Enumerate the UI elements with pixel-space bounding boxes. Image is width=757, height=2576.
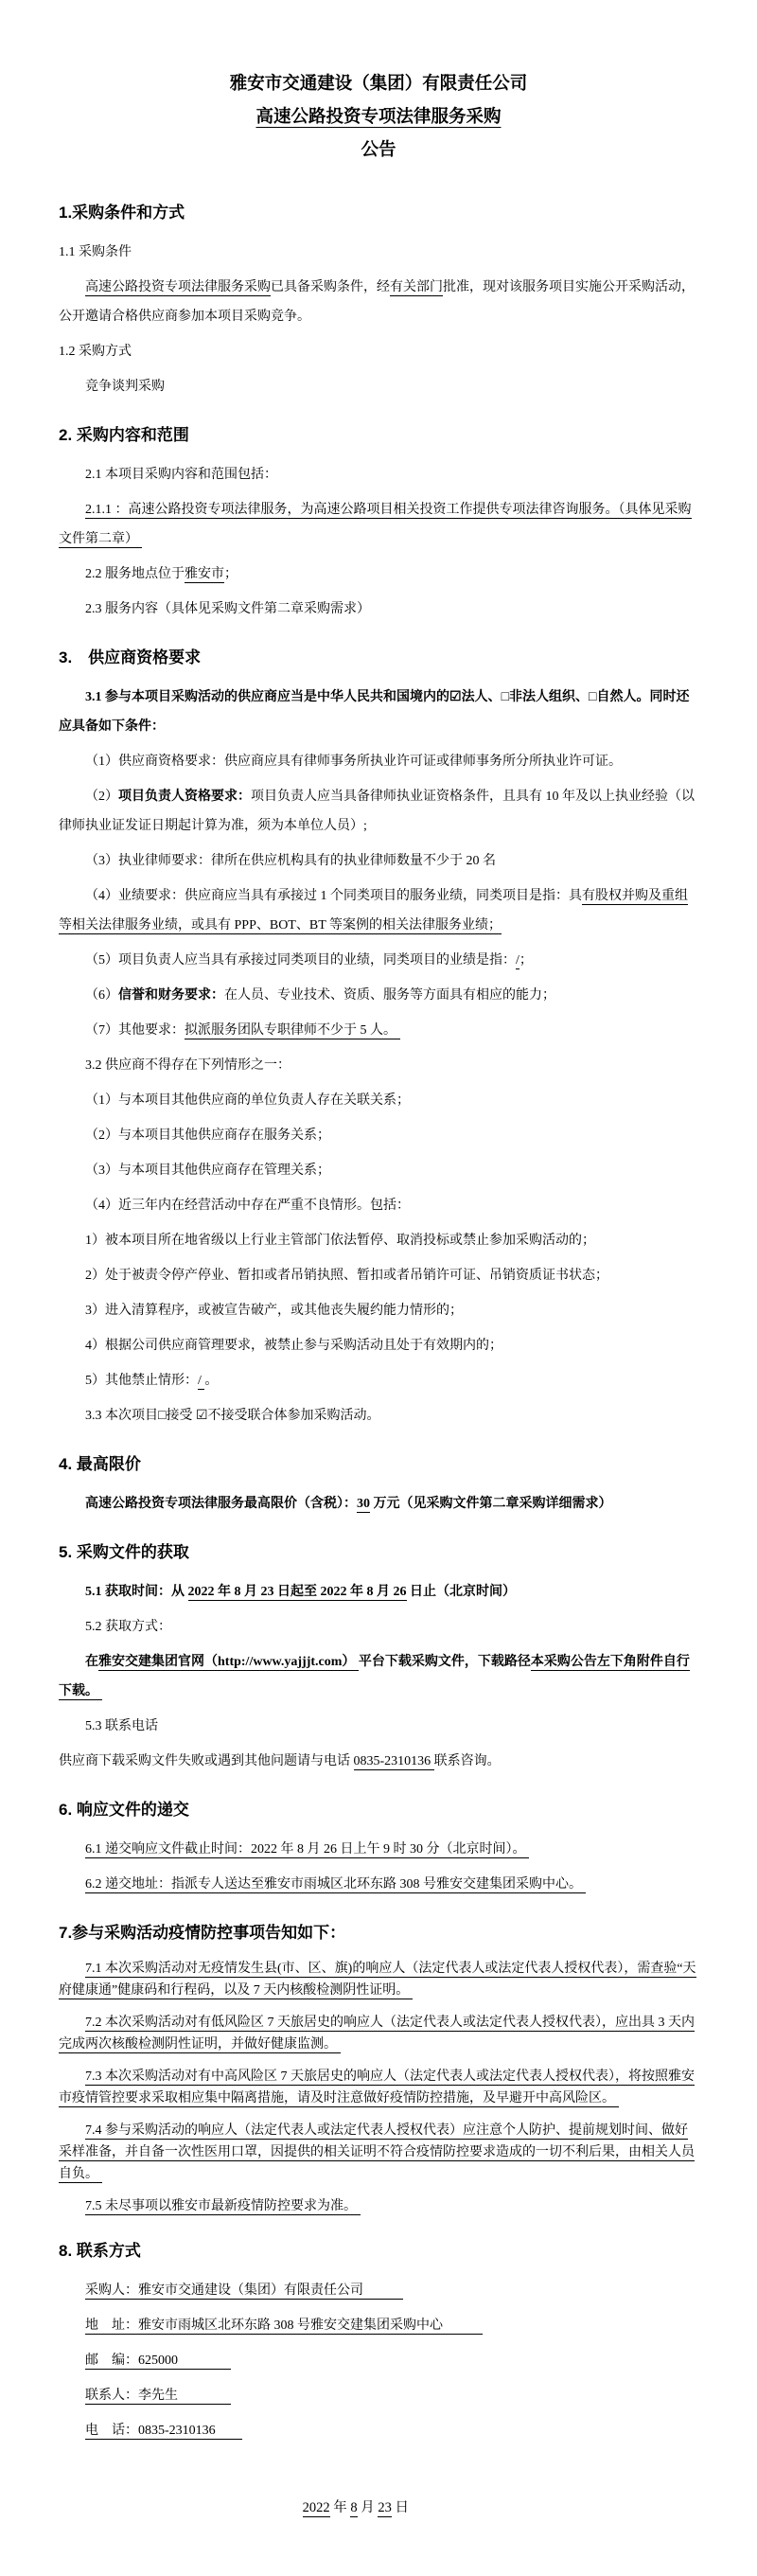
text-run: 2.2 服务地点位于 — [85, 567, 185, 581]
paragraph — [59, 1156, 698, 1185]
text-run: 高速公路投资专项法律服务最高限价（含税）： — [85, 1497, 357, 1511]
checkbox-unchecked-icon: □ — [158, 1409, 167, 1423]
text-run: 30 — [357, 1497, 370, 1511]
text-run: （6） — [85, 988, 118, 1003]
text-run: ； — [519, 953, 533, 968]
paragraph — [59, 946, 698, 975]
text-run: （2） — [85, 790, 118, 804]
document-title — [59, 66, 698, 166]
paragraph — [59, 846, 698, 876]
paragraph — [59, 560, 698, 589]
paragraph — [59, 1366, 698, 1395]
paragraph — [59, 273, 698, 331]
text-run: 2.3 服务内容（具体见采购文件第二章采购需求） — [85, 602, 370, 616]
paragraph — [59, 1121, 698, 1150]
paragraph — [59, 683, 698, 741]
text-run: 竞争谈判采购 — [85, 380, 165, 394]
text-run: 邮 编：625000 — [85, 2354, 231, 2368]
text-run: 7.3 本次采购活动对有中高风险区 7 天旅居史的响应人（法定代表人或法定代表人授权代表），将按照雅安市疫情管控要求采取相应集中隔离措施，请及时注意做好疫情防控措施，及早避开中高风险区。 — [59, 2070, 695, 2105]
paragraph — [59, 1489, 698, 1519]
paragraph — [59, 1226, 698, 1255]
text-run: 在 — [85, 1655, 98, 1669]
document-title-line-2: 高速公路投资专项法律服务采购 — [255, 106, 502, 126]
checkbox-checked-icon: ☑ — [195, 1409, 208, 1423]
text-run: 2.1 本项目采购内容和范围包括： — [85, 468, 277, 482]
text-run: 联系人：李先生 — [85, 2389, 231, 2403]
paragraph — [59, 1051, 698, 1080]
paragraph — [59, 981, 698, 1010]
text-run: 2022 年 8 月 23 日起至 2022 年 8 月 26 — [187, 1585, 407, 1599]
text-run: 项目负责人资格要求： — [118, 790, 251, 804]
text-run: 7.2 本次采购活动对有低风险区 7 天旅居史的响应人（法定代表人或法定代表人授权代表），应出具 3 天内完成两次核酸检测阴性证明，并做好健康监测。 — [59, 2016, 695, 2052]
text-run: 7.4 参与采购活动的响应人（法定代表人或法定代表人授权代表）应注意个人防护、提前规划时间、做好采样准备，并自备一次性医用口罩，因提供的相关证明不符合疫情防控要求造成的一切不利后果，由相关人员自负。 — [59, 2123, 695, 2181]
paragraph — [59, 460, 698, 489]
paragraph — [59, 1747, 698, 1776]
text-run: 2）处于被责令停产停业、暂扣或者吊销执照、暂扣或者吊销许可证、吊销资质证书状态； — [85, 1269, 608, 1283]
text-run: 日止（北京时间） — [406, 1585, 516, 1599]
text-run: 5）其他禁止情形： — [85, 1374, 198, 1388]
checkbox-checked-icon: ☑ — [449, 690, 462, 704]
text-run: 在人员、专业技术、资质、服务等方面具有相应的能力； — [224, 988, 555, 1003]
text-run: （5）项目负责人应当具有承接过同类项目的业绩，同类项目的业绩是指： — [85, 953, 516, 968]
paragraph — [59, 2066, 698, 2109]
text-run: / — [516, 953, 519, 968]
text-run: 日 — [391, 2500, 409, 2515]
text-run: 年 — [329, 2500, 351, 2515]
paragraph — [59, 2120, 698, 2185]
text-run: 3.1 参与本项目采购活动的供应商应当是中华人民共和国境内的 — [85, 690, 449, 704]
text-run: 0835-2310136 — [353, 1754, 434, 1768]
paragraph — [59, 1191, 698, 1220]
text-run: （3）执业律师要求：律所在供应机构具有的执业律师数量不少于 20 名 — [85, 854, 496, 868]
paragraph — [59, 782, 698, 841]
text-run: 本采购公告左下角附件自行下载。 — [59, 1655, 690, 1698]
checkbox-unchecked-icon: □ — [501, 690, 510, 704]
text-run: 法人、 — [461, 690, 502, 704]
text-run: （4）业绩要求：供应商应当具有承接过 1 个同类项目的服务业绩，同类项目是指：具 — [85, 889, 582, 903]
text-run: 6.1 递交响应文件截止时间：2022 年 8 月 26 日上午 9 时 30 分（北京时间）。 — [85, 1842, 529, 1856]
paragraph — [59, 1261, 698, 1290]
document-title-line-1: 雅安市交通建设（集团）有限责任公司 — [229, 73, 528, 93]
section-heading: 5. 采购文件的获取 — [59, 1543, 189, 1561]
text-run: / — [198, 1374, 205, 1388]
paragraph — [59, 337, 698, 366]
text-run: （7）其他要求： — [85, 1023, 185, 1038]
paragraph — [59, 495, 698, 554]
text-run: 6.2 递交地址：指派专人送达至雅安市雨城区北环东路 308 号雅安交建集团采购中心。 — [85, 1877, 586, 1892]
section-heading: 7.参与采购活动疫情防控事项告知如下： — [59, 1924, 346, 1942]
paragraph — [59, 1577, 698, 1607]
paragraph — [59, 238, 698, 267]
text-run: 3.2 供应商不得存在下列情形之一： — [85, 1058, 290, 1073]
text-run: 5.3 联系电话 — [85, 1719, 158, 1733]
paragraph — [59, 747, 698, 776]
text-run: 月 — [357, 2500, 378, 2515]
paragraph — [59, 2346, 698, 2375]
text-run: 地 址：雅安市雨城区北环东路 308 号雅安交建集团采购中心 — [85, 2318, 483, 2333]
issue-date — [59, 2496, 698, 2516]
text-run: 拟派服务团队专职律师不少于 5 人。 — [185, 1023, 400, 1038]
text-run: 雅安交建集团官网（http://www.yajjjt.com） — [98, 1655, 359, 1669]
text-run: 3.3 本次项目 — [85, 1409, 158, 1423]
text-run: 平台下载采购文件，下载路径 — [358, 1655, 531, 1669]
text-run: 7.1 本次采购活动对无疫情发生县(市、区、旗)的响应人（法定代表人或法定代表人授权代表），需查验“天府健康通”健康码和行程码，以及 7 天内核酸检测阴性证明。 — [59, 1962, 696, 1998]
paragraph — [59, 595, 698, 624]
text-run: 23 — [378, 2500, 392, 2515]
section-heading: 2. 采购内容和范围 — [59, 426, 189, 444]
document-body — [59, 202, 698, 2445]
paragraph — [59, 1401, 698, 1430]
text-run: 供应商下载采购文件失败或遇到其他问题请与电话 — [59, 1754, 354, 1768]
text-run: （1）供应商资格要求：供应商应具有律师事务所执业许可证或律师事务所分所执业许可证。 — [85, 755, 622, 769]
section-heading: 1.采购条件和方式 — [59, 204, 185, 222]
text-run: （1）与本项目其他供应商的单位负责人存在关联关系； — [85, 1093, 410, 1108]
paragraph — [59, 2012, 698, 2055]
section-heading: 6. 响应文件的递交 — [59, 1801, 189, 1819]
paragraph — [59, 1296, 698, 1325]
text-run: 5.1 获取时间：从 — [85, 1585, 188, 1599]
paragraph — [59, 1086, 698, 1115]
paragraph — [59, 1958, 698, 2001]
paragraph — [59, 1835, 698, 1864]
paragraph — [59, 1331, 698, 1360]
text-run: 自然人。同时还应具备如下条件： — [59, 690, 690, 734]
text-run: 采购人：雅安市交通建设（集团）有限责任公司 — [85, 2283, 403, 2298]
text-run: （4）近三年内在经营活动中存在严重不良情形。包括： — [85, 1199, 410, 1213]
paragraph — [59, 881, 698, 940]
text-run: 电 话：0835-2310136 — [85, 2424, 242, 2438]
checkbox-unchecked-icon: □ — [589, 690, 597, 704]
text-run: ； — [224, 567, 238, 581]
text-run: 联系咨询。 — [433, 1754, 501, 1768]
section-heading: 8. 联系方式 — [59, 2242, 141, 2260]
text-run: 1）被本项目所在地省级以上行业主管部门依法暂停、取消投标或禁止参加采购活动的； — [85, 1234, 595, 1248]
text-run: 1.1 采购条件 — [59, 245, 132, 259]
paragraph — [59, 2311, 698, 2340]
text-run: 已具备采购条件，经 — [271, 280, 390, 294]
text-run: 8 — [350, 2500, 358, 2515]
text-run: 7.5 未尽事项以雅安市最新疫情防控要求为准。 — [85, 2199, 361, 2213]
text-run: 4）根据公司供应商管理要求，被禁止参与采购活动且处于有效期内的； — [85, 1339, 502, 1353]
text-run: 有关部门 — [390, 280, 443, 294]
paragraph — [59, 1647, 698, 1706]
text-run: 。 — [204, 1374, 219, 1388]
text-run: 信誉和财务要求： — [118, 988, 224, 1003]
document-title-line-3: 公告 — [361, 139, 396, 159]
paragraph — [59, 1016, 698, 1045]
text-run: 高速公路投资专项法律服务采购 — [85, 280, 271, 294]
text-run: 项目负责人应当具备律师执业证资格条件，且具有 10 年及以上执业经验（以律师执业证发证日期起计算为准，须为本单位人员）; — [59, 790, 695, 833]
text-run: 有股权并购及重组等相关法律服务业绩，或具有 PPP、BOT、BT 等案例的相关法律服务业绩； — [59, 889, 688, 933]
paragraph — [59, 2195, 698, 2217]
text-run: 万元（见采购文件第二章采购详细需求） — [370, 1497, 612, 1511]
text-run: 3）进入清算程序，或被宣告破产，或其他丧失履约能力情形的； — [85, 1304, 463, 1318]
text-run: （3）与本项目其他供应商存在管理关系； — [85, 1164, 330, 1178]
text-run: 2.1.1 ：高速公路投资专项法律服务，为高速公路项目相关投资工作提供专项法律咨询服务。（具体见采购文件第二章） — [59, 503, 692, 546]
text-run: 不接受联合体参加采购活动。 — [207, 1409, 380, 1423]
text-run: 批准，现对该服务项目实施公开采购活动，公开邀请合格供应商参加本项目采购竞争。 — [59, 280, 695, 324]
paragraph — [59, 2381, 698, 2410]
text-run: （2）与本项目其他供应商存在服务关系； — [85, 1128, 330, 1143]
text-run: 雅安市 — [185, 567, 224, 581]
text-run: 2022 — [302, 2500, 330, 2515]
paragraph — [59, 1612, 698, 1642]
section-heading: 4. 最高限价 — [59, 1455, 141, 1473]
paragraph — [59, 1712, 698, 1741]
text-run: 接受 — [166, 1409, 196, 1423]
paragraph — [59, 2276, 698, 2305]
paragraph — [59, 1870, 698, 1899]
section-heading: 3. 供应商资格要求 — [59, 648, 202, 666]
paragraph — [59, 2416, 698, 2445]
paragraph — [59, 372, 698, 401]
text-run: 5.2 获取方式： — [85, 1620, 171, 1634]
text-run: 1.2 采购方式 — [59, 345, 132, 359]
text-run: 非法人组织、 — [509, 690, 590, 704]
